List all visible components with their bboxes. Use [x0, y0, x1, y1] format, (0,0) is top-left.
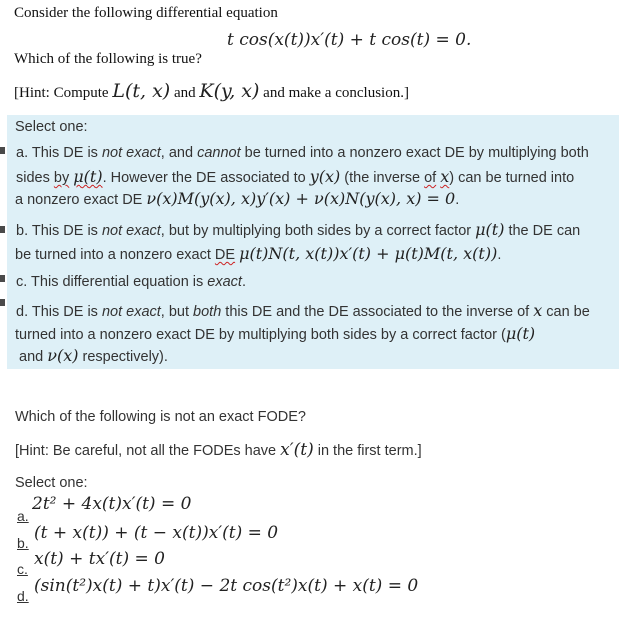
answer-panel [7, 115, 619, 369]
math-xprime: x′(t) [280, 440, 314, 460]
question1-title: Consider the following differential equation [14, 5, 278, 21]
spell-word: of [424, 170, 437, 186]
question1-equation: t cos(x(t))x′(t) + t cos(t) = 0. [227, 30, 472, 50]
option-d-line3 [19, 346, 168, 365]
hint-L: L(t, x) [112, 80, 171, 102]
text: [Hint: Be careful, not all the FODEs have [15, 443, 281, 459]
question2-hint [15, 440, 422, 460]
option-b-line2 [15, 244, 501, 263]
emph: exact [207, 274, 242, 290]
question2-option-a-letter[interactable]: a. [17, 508, 29, 524]
text: d. This DE is [16, 304, 102, 320]
math-eq: ν(x)M(y(x), x)y′(x) + ν(x)N(y(x), x) = 0 [146, 189, 456, 208]
question2-option-b-letter[interactable]: b. [17, 535, 29, 551]
text: (the inverse [340, 170, 425, 186]
question1-hint [14, 80, 409, 102]
question2-option-a[interactable]: 2t² + 4x(t)x′(t) = 0 [32, 494, 192, 514]
text: , and [160, 145, 198, 161]
text: turned into a nonzero exact DE by multiplying both sides by a correct factor ( [15, 327, 506, 343]
hint-and: and [170, 85, 200, 101]
emph: both [193, 304, 222, 320]
text: in the first term.] [313, 443, 422, 459]
math-mu: μ(t) [475, 220, 505, 239]
emph: cannot [197, 145, 241, 161]
option-d-line2 [15, 324, 535, 343]
text: can be [542, 304, 590, 320]
spell-word: by [53, 170, 70, 186]
option-c[interactable] [16, 274, 246, 290]
text: . [455, 192, 460, 208]
text: ) can be turned into [449, 170, 575, 186]
math-y: y(x) [309, 167, 341, 186]
text: and [19, 349, 48, 365]
question2-option-b[interactable]: (t + x(t)) + (t − x(t))x′(t) = 0 [34, 523, 279, 543]
text: . [241, 274, 246, 290]
option-c-marker[interactable] [0, 275, 5, 282]
emph: not exact [101, 304, 161, 320]
emph: not exact [101, 145, 161, 161]
option-d-marker[interactable] [0, 299, 5, 306]
math-x: x [533, 301, 543, 320]
text: b. This DE is [16, 223, 102, 239]
text: respectively). [78, 349, 168, 365]
question1-prompt: Which of the following is true? [14, 51, 202, 67]
option-a[interactable] [16, 145, 589, 161]
text: . [497, 247, 502, 263]
math-eq: μ(t)N(t, x(t))x′(t) + μ(t)M(t, x(t)) [239, 244, 498, 263]
spell-word: DE [214, 247, 236, 263]
hint-prefix: [Hint: Compute [14, 85, 113, 101]
text: , but by multiplying both sides by a correct factor [160, 223, 476, 239]
hint-K: K(y, x) [199, 80, 260, 102]
text: c. This differential equation is [16, 274, 208, 290]
option-a-line3 [15, 189, 459, 208]
question2-prompt: Which of the following is not an exact FODE? [15, 409, 306, 425]
question2-select-one: Select one: [15, 475, 88, 491]
text: sides [16, 170, 54, 186]
question2-option-c-letter[interactable]: c. [17, 561, 28, 577]
text: , but [160, 304, 194, 320]
text: a. This DE is [16, 145, 102, 161]
math-mu: μ(t) [505, 324, 536, 343]
text: . However the DE associated to [102, 170, 310, 186]
hint-suffix: and make a conclusion.] [259, 85, 409, 101]
question2-option-c[interactable]: x(t) + tx′(t) = 0 [34, 549, 165, 569]
option-b[interactable] [16, 220, 580, 239]
select-one-label: Select one: [15, 119, 88, 135]
math-nu: ν(x) [47, 346, 79, 365]
option-a-line2 [16, 167, 574, 186]
math-mu: μ(t) [73, 167, 103, 186]
text: be turned into a nonzero exact [15, 247, 215, 263]
emph: not exact [101, 223, 161, 239]
question2-option-d-letter[interactable]: d. [17, 588, 29, 604]
math-x: x [440, 167, 450, 186]
text: be turned into a nonzero exact DE by multiplying both [240, 145, 589, 161]
option-a-marker[interactable] [0, 147, 5, 154]
text: the DE can [504, 223, 581, 239]
question2-option-d[interactable]: (sin(t²)x(t) + t)x′(t) − 2t cos(t²)x(t) + x(t) = 0 [34, 576, 419, 596]
option-d[interactable] [16, 301, 590, 320]
option-b-marker[interactable] [0, 226, 5, 233]
text: a nonzero exact DE [15, 192, 147, 208]
text: this DE and the DE associated to the inverse of [221, 304, 534, 320]
